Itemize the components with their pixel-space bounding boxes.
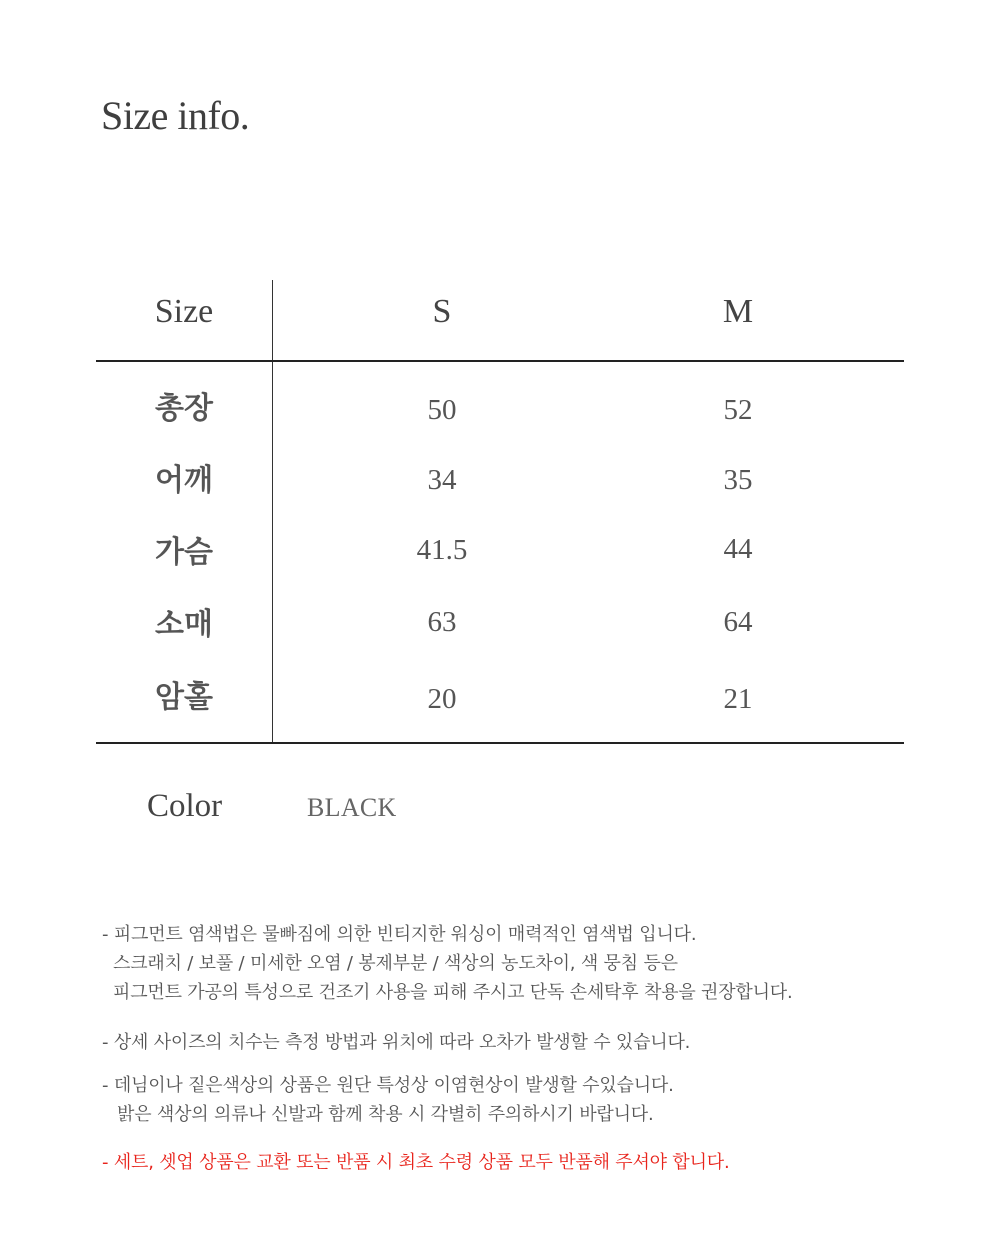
note-measurement: - 상세 사이즈의 치수는 측정 방법과 위치에 따라 오차가 발생할 수 있습니다. [102,1032,691,1053]
table-header-size-label: Size [154,293,214,330]
row-label-chest: 가슴 [155,535,213,570]
note-pigment-1: - 피그먼트 염색법은 물빠짐에 의한 빈티지한 워싱이 매력적인 염색법 입니다. [102,924,697,945]
page-title: Size info. [101,93,250,138]
table-vertical-divider [272,280,273,744]
row-label-armhole: 암홀 [155,680,213,715]
color-value: BLACK [307,793,397,822]
table-header-size-m: M [722,293,754,330]
note-denim-1: - 데님이나 짙은색상의 상품은 원단 특성상 이염현상이 발생할 수있습니다. [102,1075,674,1096]
note-denim-2: 밝은 색상의 의류나 신발과 함께 착용 시 각별히 주의하시기 바랍니다. [117,1104,654,1125]
table-bottom-rule [96,742,904,744]
size-table [96,280,904,745]
cell-total-length-s: 50 [427,394,457,426]
row-label-shoulder: 어깨 [155,463,213,498]
cell-armhole-s: 20 [427,683,457,715]
cell-shoulder-m: 35 [723,464,753,496]
cell-chest-m: 44 [723,533,753,565]
color-label: Color [147,788,223,824]
note-pigment-2: 스크래치 / 보풀 / 미세한 오염 / 봉제부분 / 색상의 농도차이, 색 뭉침 등은 [113,953,678,974]
note-set-return-warning: - 세트, 셋업 상품은 교환 또는 반품 시 최초 수령 상품 모두 반품해 주셔야 합니다. [102,1152,730,1173]
cell-shoulder-s: 34 [427,464,457,496]
note-pigment-3: 피그먼트 가공의 특성으로 건조기 사용을 피해 주시고 단독 손세탁후 착용을 권장합니다. [113,982,793,1003]
cell-sleeve-s: 63 [427,606,457,638]
cell-chest-s: 41.5 [416,534,468,566]
table-header-rule [96,360,904,362]
row-label-sleeve: 소매 [155,607,213,642]
cell-sleeve-m: 64 [723,606,753,638]
table-header-size-s: S [432,293,452,330]
cell-armhole-m: 21 [723,683,753,715]
row-label-total-length: 총장 [155,391,213,426]
cell-total-length-m: 52 [723,394,753,426]
